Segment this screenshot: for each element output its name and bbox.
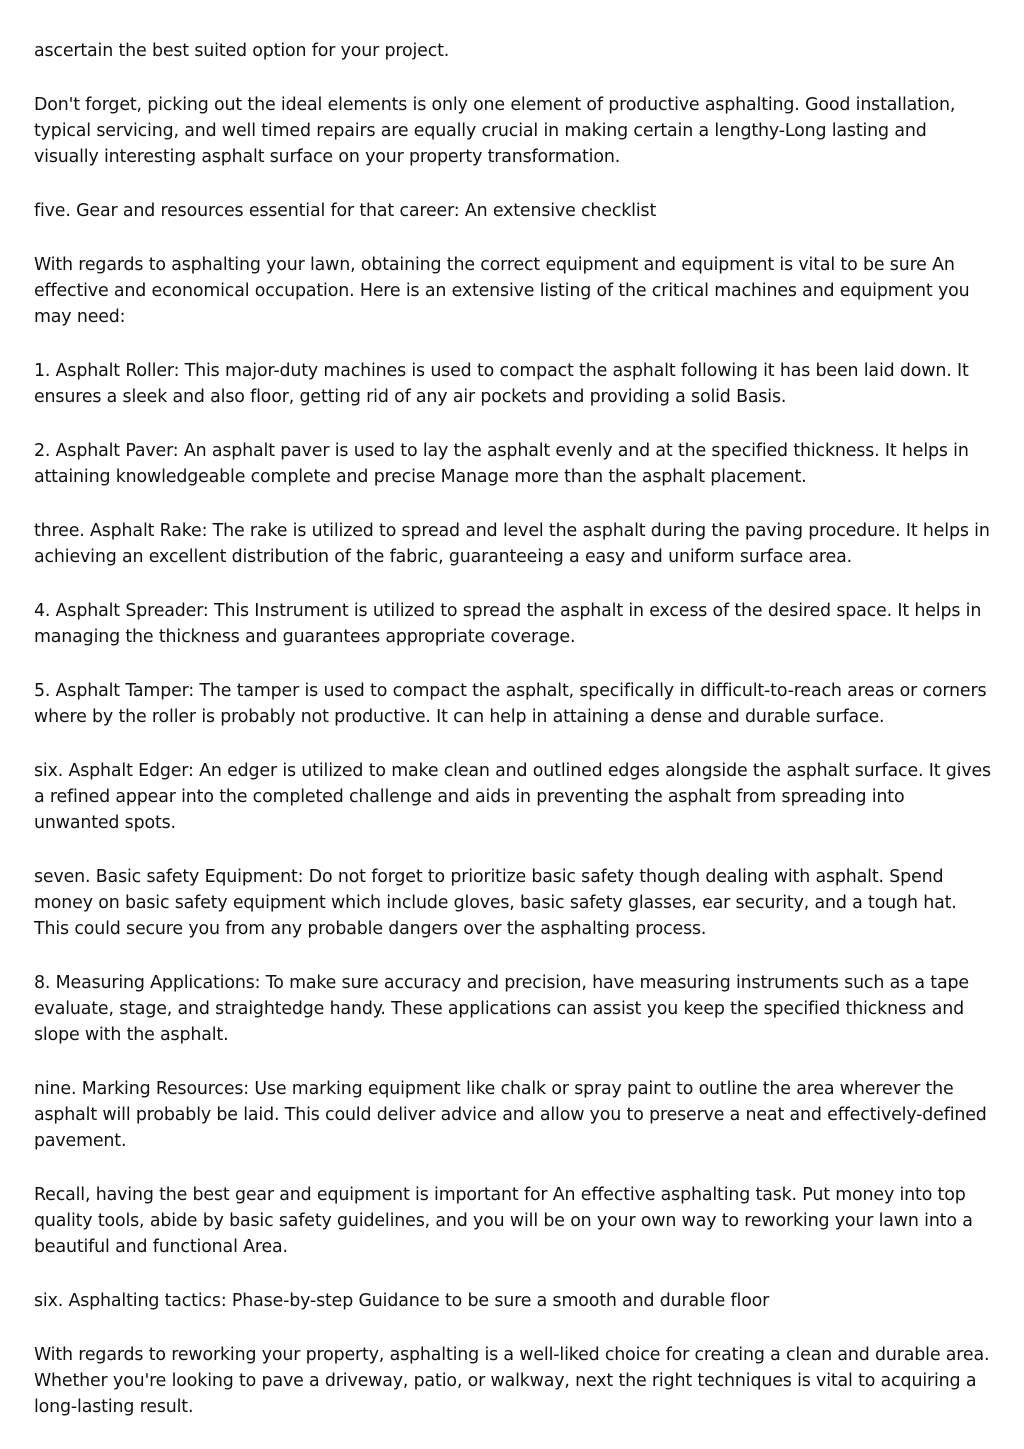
paragraph-reminder: Don't forget, picking out the ideal elements is only one element of productive asphalting. Good installation, typical servicing, and well timed repairs are equally crucial in making certain a lengthy-Long lasting and visually interesting asphalt surface on your property transformation.	[34, 95, 956, 167]
list-item-asphalt-paver: 2. Asphalt Paver: An asphalt paver is used to lay the asphalt evenly and at the specified thickness. It helps in attaining knowledgeable complete and precise Manage more than the asphalt placement.	[34, 441, 969, 487]
section-heading-techniques: six. Asphalting tactics: Phase-by-step Guidance to be sure a smooth and durable floor	[34, 1291, 770, 1311]
list-item-asphalt-rake: three. Asphalt Rake: The rake is utilized to spread and level the asphalt during the paving procedure. It helps in achieving an excellent distribution of the fabric, guaranteeing a easy and uniform surface area.	[34, 521, 990, 567]
list-item-asphalt-tamper: 5. Asphalt Tamper: The tamper is used to compact the asphalt, specifically in difficult-to-reach areas or corners where by the roller is probably not productive. It can help in attaining a dense and durable surface.	[34, 681, 987, 727]
paragraph-techniques-intro: With regards to reworking your property, asphalting is a well-liked choice for creating a clean and durable area. Whether you're looking to pave a driveway, patio, or walkway, next the right techniques is vital to acquiring a long-lasting result.	[34, 1345, 990, 1417]
list-item-safety-equipment: seven. Basic safety Equipment: Do not forget to prioritize basic safety though dealing with asphalt. Spend money on basic safety equipment which include gloves, basic safety glasses, ear security, and a tough hat. This could secure you from any probable dangers over the asphalting process.	[34, 867, 957, 939]
document-page	[34, 0, 994, 1448]
paragraph-equipment-summary: Recall, having the best gear and equipment is important for An effective asphalting task. Put money into top quality tools, abide by basic safety guidelines, and you will be on your own way to reworking your lawn into a beautiful and functional Area.	[34, 1185, 973, 1257]
list-item-measuring-tools: 8. Measuring Applications: To make sure accuracy and precision, have measuring instruments such as a tape evaluate, stage, and straightedge handy. These applications can assist you keep the specified thickness and slope with the asphalt.	[34, 973, 969, 1045]
list-item-asphalt-edger: six. Asphalt Edger: An edger is utilized to make clean and outlined edges alongside the asphalt surface. It gives a refined appear into the completed challenge and aids in preventing the asphalt from spreading into unwanted spots.	[34, 761, 991, 833]
list-item-asphalt-spreader: 4. Asphalt Spreader: This Instrument is utilized to spread the asphalt in excess of the desired space. It helps in managing the thickness and guarantees appropriate coverage.	[34, 601, 982, 647]
section-heading-equipment: five. Gear and resources essential for that career: An extensive checklist	[34, 201, 657, 221]
paragraph-continuation: ascertain the best suited option for your project.	[34, 41, 450, 61]
list-item-asphalt-roller: 1. Asphalt Roller: This major-duty machines is used to compact the asphalt following it has been laid down. It ensures a sleek and also floor, getting rid of any air pockets and providing a solid Basis.	[34, 361, 969, 407]
paragraph-equipment-intro: With regards to asphalting your lawn, obtaining the correct equipment and equipment is vital to be sure An effective and economical occupation. Here is an extensive listing of the critical machines and equipment you may need:	[34, 255, 970, 327]
list-item-marking-tools: nine. Marking Resources: Use marking equipment like chalk or spray paint to outline the area wherever the asphalt will probably be laid. This could deliver advice and allow you to preserve a neat and effectively-defined pavement.	[34, 1079, 987, 1151]
